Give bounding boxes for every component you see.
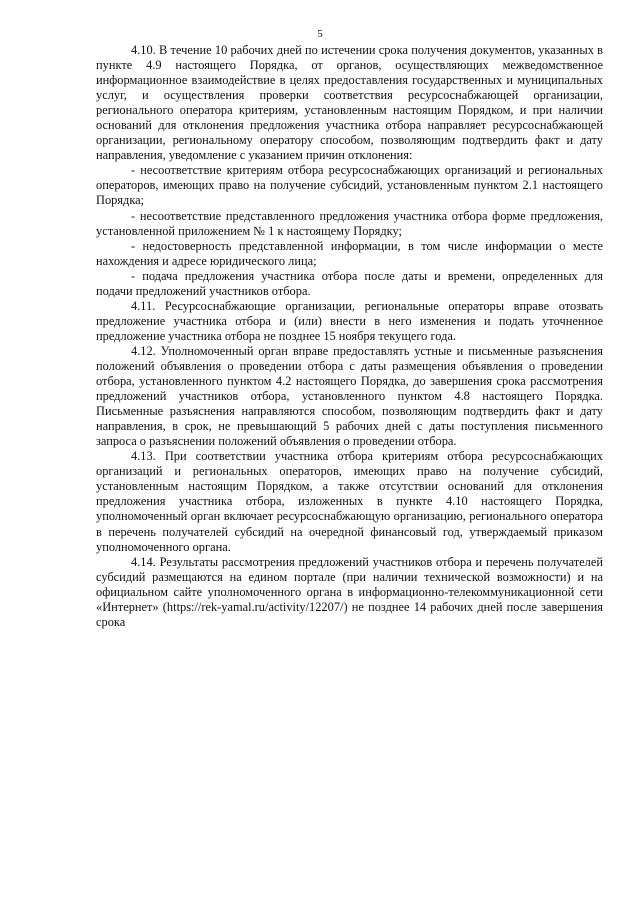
list-item-criteria-mismatch: - несоответствие критериям отбора ресурсоснабжающих организаций и региональных операторов, имеющих право на получение субсидий, установленным пунктом 2.1 настоящего Порядка;	[96, 163, 603, 208]
page-number: 5	[317, 28, 323, 40]
paragraph-4-14: 4.14. Результаты рассмотрения предложений участников отбора и перечень получателей субсидий размещаются на едином портале (при наличии технической возможности) и на официальном сайте уполномоченного органа в информационно-телекоммуникационной сети «Интернет» (https://rek-yamal.ru/activity/12207/) не позднее 14 рабочих дней после завершения срока	[96, 554, 603, 629]
paragraph-4-11: 4.11. Ресурсоснабжающие организации, региональные операторы вправе отозвать предложение участника отбора и (или) внести в него изменения и подать уточненное предложение участника отбора не позднее 15 ноября текущего года.	[96, 298, 603, 343]
paragraph-4-12: 4.12. Уполномоченный орган вправе предоставлять устные и письменные разъяснения положений объявления о проведении отбора с даты размещения объявления о проведении отбора, установленного пунктом 4.2 настоящего Порядка, до завершения срока рассмотрения предложений участников отбора, установленного пунктом 4.8 настоящего Порядка. Письменные разъяснения направляются способом, позволяющим подтвердить факт и дату направления, в срок, не превышающий 5 рабочих дней с даты поступления письменного запроса о разъяснении положений объявления о проведении отбора.	[96, 343, 603, 449]
document-body	[96, 43, 603, 630]
paragraph-4-13: 4.13. При соответствии участника отбора критериям отбора ресурсоснабжающих организаций и региональных операторов, имеющих право на получение субсидий, установленным настоящим Порядком, а также отсутствии оснований для отклонения предложения участника отбора, изложенных в пункте 4.10 настоящего Порядка, уполномоченный орган включает ресурсоснабжающую организацию, регионального оператора в перечень получателей субсидий на очередной финансовый год, утверждаемый приказом уполномоченного органа.	[96, 449, 603, 554]
list-item-false-information: - недостоверность представленной информации, в том числе информации о месте нахождения и адресе юридического лица;	[96, 238, 603, 268]
paragraph-4-10: 4.10. В течение 10 рабочих дней по истечении срока получения документов, указанных в пункте 4.9 настоящего Порядка, от органов, осуществляющих межведомственное информационное взаимодействие в целях предоставления государственных и муниципальных услуг, и осуществления проверки соответствия ресурсоснабжающей организации, регионального оператора критериям, установленным настоящим Порядком, и при наличии оснований для отклонения предложения участника отбора направляет ресурсоснабжающей организации, региональному оператору способом, позволяющим подтвердить факт и дату направления, уведомление с указанием причин отклонения:	[96, 43, 603, 163]
list-item-form-mismatch: - несоответствие представленного предложения участника отбора форме предложения, установленной приложением № 1 к настоящему Порядку;	[96, 208, 603, 238]
list-item-late-submission: - подача предложения участника отбора после даты и времени, определенных для подачи предложений участников отбора.	[96, 268, 603, 298]
